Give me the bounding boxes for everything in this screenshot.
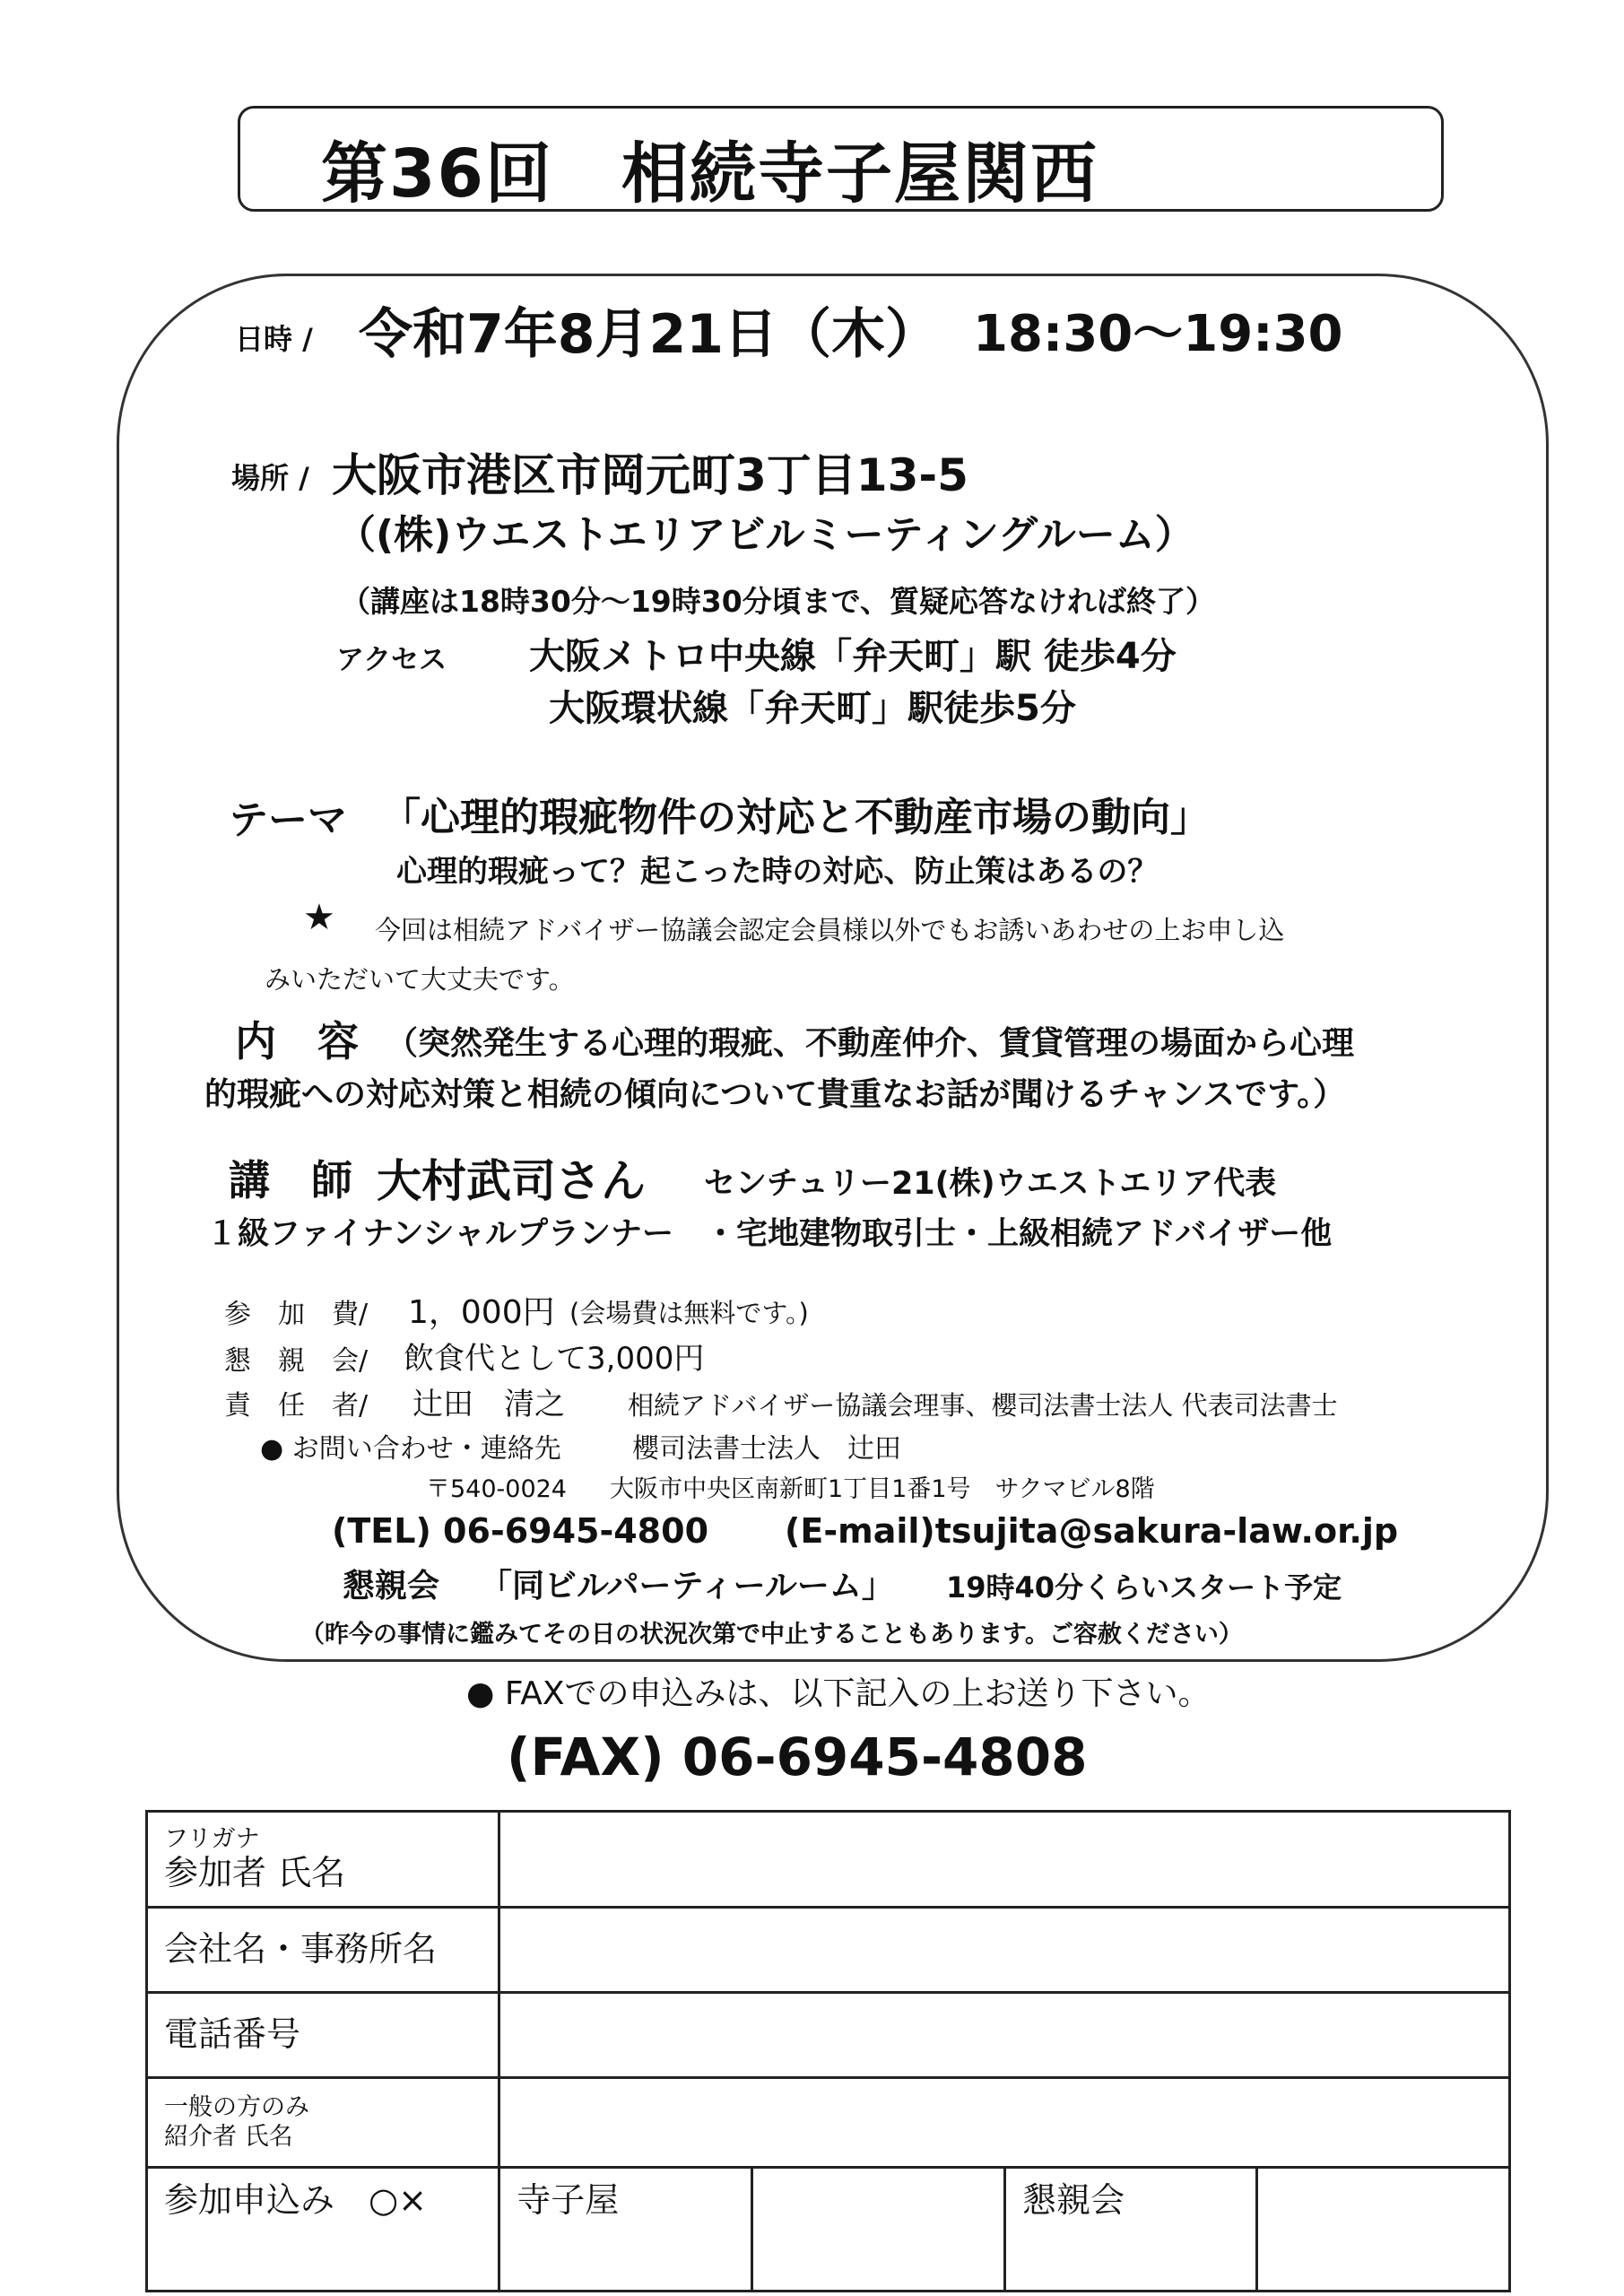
theme-title: 「心理的瑕疵物件の対応と不動産市場の動向」 [381, 795, 1210, 840]
inquiry-org: 櫻司法書士法人 辻田 [632, 1433, 901, 1465]
form-row-referrer [147, 2078, 1510, 2168]
terakoya-label: 寺子屋 [517, 2180, 620, 2220]
party-info-note: （昨今の事情に鑑みてその日の状況次第で中止することもあります。ご容赦ください） [300, 1621, 1243, 1648]
lecturer-company: センチュリー21(株)ウエストエリア代表 [704, 1166, 1277, 1202]
person-name: 辻田 清之 [413, 1387, 565, 1422]
content-line2: 的瑕疵への対応対策と相続の傾向について貴重なお話が聞けるチャンスです。） [204, 1076, 1346, 1113]
referrer-label: 紹介者 氏名 [164, 2122, 293, 2151]
access-loop-line: 大阪環状線「弁天町」駅徒歩5分 [549, 688, 1076, 729]
participant-name-label-cell [147, 1812, 499, 1908]
party-fee-value: 飲食代として3,000円 [404, 1341, 705, 1377]
terakoya-label-cell [499, 2168, 751, 2292]
venue-label: 場所 / [231, 461, 309, 495]
datetime-label: 日時 / [235, 322, 313, 356]
contact-tel: (TEL) 06-6945-4800 [332, 1511, 709, 1551]
form-row-name [147, 1812, 1510, 1908]
referrer-label-cell [147, 2078, 499, 2168]
participant-name-label: 参加者 氏名 [164, 1853, 346, 1893]
theme-note-line2: みいただいて大丈夫です。 [265, 964, 575, 995]
party-label: 懇親会 [1022, 2180, 1125, 2220]
party-info-venue: 「同ビルパーティールーム」 [480, 1568, 894, 1605]
party-info-start: 19時40分くらいスタート予定 [946, 1570, 1342, 1605]
fee-label: 参 加 費/ [224, 1299, 369, 1330]
lecturer-label: 講 師 [229, 1156, 352, 1205]
theme-subtitle: 心理的瑕疵って？起こった時の対応、防止策はあるの？ [396, 854, 1159, 890]
fax-instruction: ● FAXでの申込みは、以下記入の上お送り下さい。 [466, 1675, 1211, 1712]
apply-label-cell [147, 2168, 499, 2292]
content-line1: （突然発生する心理的瑕疵、不動産仲介、賃貸管理の場面から心理 [386, 1025, 1355, 1062]
title-box [238, 106, 1444, 212]
access-metro: 大阪メトロ中央線「弁天町」駅 徒歩4分 [529, 636, 1177, 677]
application-form [145, 1810, 1511, 2292]
form-row-apply [147, 2168, 1510, 2292]
phone-field[interactable] [499, 1993, 1510, 2078]
page-title: 第36回 相続寺子屋関西 [321, 135, 1099, 213]
referrer-field[interactable] [499, 2078, 1510, 2168]
access-label: アクセス [336, 644, 447, 676]
fax-number: (FAX) 06-6945-4808 [507, 1726, 1088, 1787]
party-field[interactable] [1256, 2168, 1509, 2292]
company-label: 会社名・事務所名 [164, 1929, 438, 1970]
star-icon: ★ [303, 897, 335, 938]
form-row-phone [147, 1993, 1510, 2078]
phone-label: 電話番号 [164, 2014, 301, 2055]
venue-building: （(株)ウエストエリアビルミーティングルーム） [336, 512, 1194, 558]
apply-label: 参加申込み ○× [164, 2180, 427, 2220]
form-row-company [147, 1908, 1510, 1993]
fee-note: (会場費は無料です。) [569, 1298, 809, 1328]
phone-label-cell [147, 1993, 499, 2078]
contact-address: 大阪市中央区南新町1丁目1番1号 サクマビル8階 [610, 1475, 1155, 1503]
company-field[interactable] [499, 1908, 1510, 1993]
theme-note-line1: 今回は相続アドバイザー協議会認定会員様以外でもお誘いあわせの上お申し込 [375, 915, 1285, 945]
venue-address: 大阪市港区市岡元町3丁目13-5 [332, 449, 968, 501]
event-date: 令和7年8月21日（木） [359, 303, 939, 366]
lecturer-qualifications: １級ファイナンシャルプランナー ・宅地建物取引士・上級相続アドバイザー他 [206, 1216, 1333, 1252]
content-label: 内 容 [235, 1017, 359, 1065]
party-fee-label: 懇 親 会/ [224, 1345, 369, 1377]
terakoya-field[interactable] [751, 2168, 1004, 2292]
postal-code: 〒540-0024 [426, 1475, 567, 1503]
event-time: 18:30〜19:30 [973, 305, 1343, 363]
person-title: 相続アドバイザー協議会理事、櫻司法書士法人 代表司法書士 [628, 1390, 1338, 1421]
fee-value: 1，000円 [408, 1294, 555, 1331]
furigana-label: フリガナ [164, 1824, 260, 1853]
venue-note: （講座は18時30分〜19時30分頃まで、質疑応答なければ終了） [341, 584, 1216, 619]
party-label-cell [1005, 2168, 1256, 2292]
theme-label: テーマ [229, 797, 347, 843]
participant-name-field[interactable] [499, 1812, 1510, 1908]
lecturer-name: 大村武司さん [377, 1155, 646, 1207]
general-only-label: 一般の方のみ [164, 2093, 309, 2122]
inquiry-label: ● お問い合わせ・連絡先 [260, 1433, 561, 1465]
person-label: 責 任 者/ [224, 1390, 369, 1422]
contact-email[interactable]: (E-mail)tsujita@sakura-law.or.jp [785, 1511, 1399, 1551]
company-label-cell [147, 1908, 499, 1993]
party-info-label: 懇親会 [343, 1568, 440, 1605]
